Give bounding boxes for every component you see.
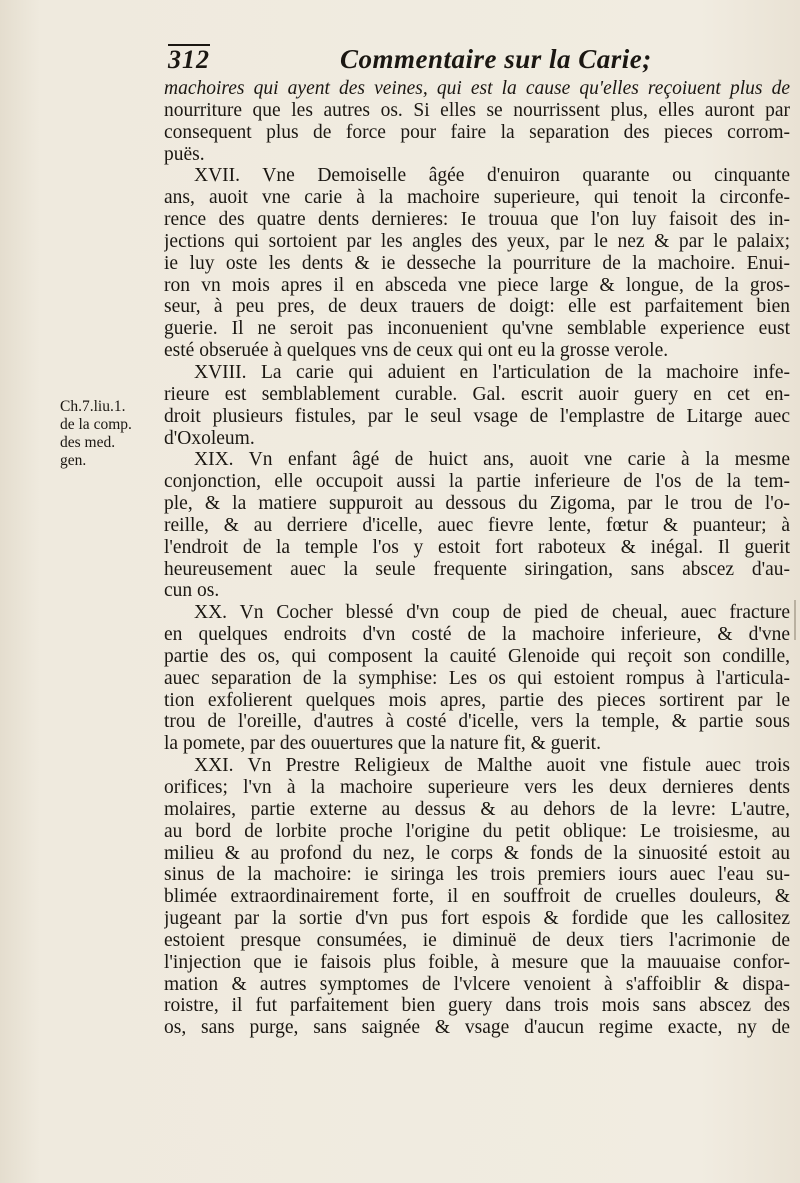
text-line: ans, auoit vne carie à la machoire superieure, qui tenoit la circonfe-	[164, 187, 790, 209]
text-line: ie luy oste les dents & ie desseche la pourriture de la machoire. Enui-	[164, 252, 790, 274]
margin-note-line: Ch.7.liu.1.	[60, 398, 126, 415]
text-line: consequent plus de force pour faire la separation des pieces corrom-	[164, 121, 790, 143]
text-line: conjonction, elle occupoit aussi la partie inferieure de l'os de la tem-	[164, 471, 790, 493]
text-line: jections qui sortoient par les angles des yeux, par le nez & par le palaix;	[164, 230, 790, 252]
body-text	[164, 78, 790, 1039]
text-line: ple, & la matiere suppuroit au dessous du Zigoma, par le trou de l'o-	[164, 493, 790, 515]
text-line: estoient presque consumées, ie diminuë de deux tiers l'acrimonie de	[164, 929, 790, 951]
text-line: molaires, partie externe au dessus & au dehors de la levre: L'autre,	[164, 798, 790, 820]
text-line: XVIII. La carie qui aduient en l'articulation de la machoire infe-	[194, 361, 790, 383]
text-line: XX. Vn Cocher blessé d'vn coup de pied de cheual, auec fracture	[194, 602, 790, 624]
text-line: sinus de la machoire: ie siringa les trois premiers iours auec l'eau su-	[164, 864, 790, 886]
text-line: l'endroit de la temple l'os y estoit fort raboteux & inégal. Il guerit	[164, 536, 790, 558]
text-line: roistre, il fut parfaitement bien guery dans trois mois sans abscez des	[164, 995, 790, 1017]
page-number: 312	[168, 45, 210, 74]
running-title: Commentaire sur la Carie;	[340, 44, 652, 74]
text-line: machoires qui ayent des veines, qui est la cause qu'elles reçoiuent plus de	[164, 78, 790, 99]
margin-mark	[794, 600, 796, 640]
margin-note-line: gen.	[60, 452, 87, 469]
text-line: reille, & au derriere d'icelle, auec fievre lente, fœtur & puanteur; à	[164, 514, 790, 536]
text-line: d'Oxoleum.	[164, 427, 255, 449]
text-line: droit plusieurs fistules, par le seul vsage de l'emplastre de Litarge auec	[164, 405, 790, 427]
text-line: ron vn mois apres il en abscedа vne piece large & longue, de la gros-	[164, 274, 790, 296]
text-line: heureusement auec la seule frequente siringation, sans abscez d'au-	[164, 558, 790, 580]
text-line: au bord de lorbite proche l'origine du petit oblique: Le troisiesme, au	[164, 820, 790, 842]
text-line: partie des os, qui composent la cauité Glenoide qui reçoit son condille,	[164, 645, 790, 667]
text-line: mation & autres symptomes de l'vlcere venoient à s'affoiblir & dispa-	[164, 973, 790, 995]
text-line: en quelques endroits d'vn costé de la machoire inferieure, & d'vne	[164, 624, 790, 646]
text-line: XXI. Vn Prestre Religieux de Malthe auoit vne fistule auec trois	[194, 755, 790, 777]
text-line: rieure est semblablement curable. Gal. escrit auoir guery en cet en-	[164, 383, 790, 405]
margin-note-line: des med.	[60, 434, 116, 451]
text-line: milieu & au profond du nez, le corps & fonds de la sinuosité estoit au	[164, 842, 790, 864]
text-line: os, sans purge, sans saignée & vsage d'aucun regime exacte, ny de	[164, 1017, 790, 1039]
text-line: tion exfolierent quelques mois apres, partie des pieces sortirent par le	[164, 689, 790, 711]
text-line: puës.	[164, 143, 205, 165]
text-line: la pomete, par des ouuertures que la nature fit, & guerit.	[164, 733, 601, 755]
margin-note-line: de la comp.	[60, 416, 132, 433]
text-line: nourriture que les autres os. Si elles se nourrissent plus, elles auront par	[164, 99, 790, 121]
text-line: l'injection que ie faisois plus foible, à mesure que la mauuaise confor-	[164, 951, 790, 973]
text-line: cun os.	[164, 580, 220, 602]
text-line: XIX. Vn enfant âgé de huict ans, auoit vne carie à la mesme	[194, 449, 790, 471]
text-line: jugeant par la sortie d'vn pus fort espois & fordide que les callositez	[164, 908, 790, 930]
text-line: guerie. Il ne seroit pas inconuenient qu'vne semblable experience eust	[164, 318, 790, 340]
margin-note	[60, 398, 160, 470]
text-line: auec separation de la symphise: Les os qui estoient rompus à l'articula-	[164, 667, 790, 689]
text-line: trou de l'oreille, d'autres à costé d'icelle, vers la temple, & partie sous	[164, 711, 790, 733]
text-line: esté obseruée à quelques vns de ceux qui ont eu la grosse verole.	[164, 340, 669, 362]
text-line: XVII. Vne Demoiselle âgée d'enuiron quarante ou cinquante	[194, 165, 790, 187]
text-line: rence des quatre dents dernieres: Ie trouua que l'on luy faisoit des in-	[164, 209, 790, 231]
text-line: blimée extraordinairement forte, il en souffroit de cruelles douleurs, &	[164, 886, 790, 908]
text-line: orifices; l'vn à la machoire superieure vers les deux dernieres dents	[164, 777, 790, 798]
text-line: seur, à peu pres, de deux trauers de doigt: elle est parfaitement bien	[164, 296, 790, 318]
